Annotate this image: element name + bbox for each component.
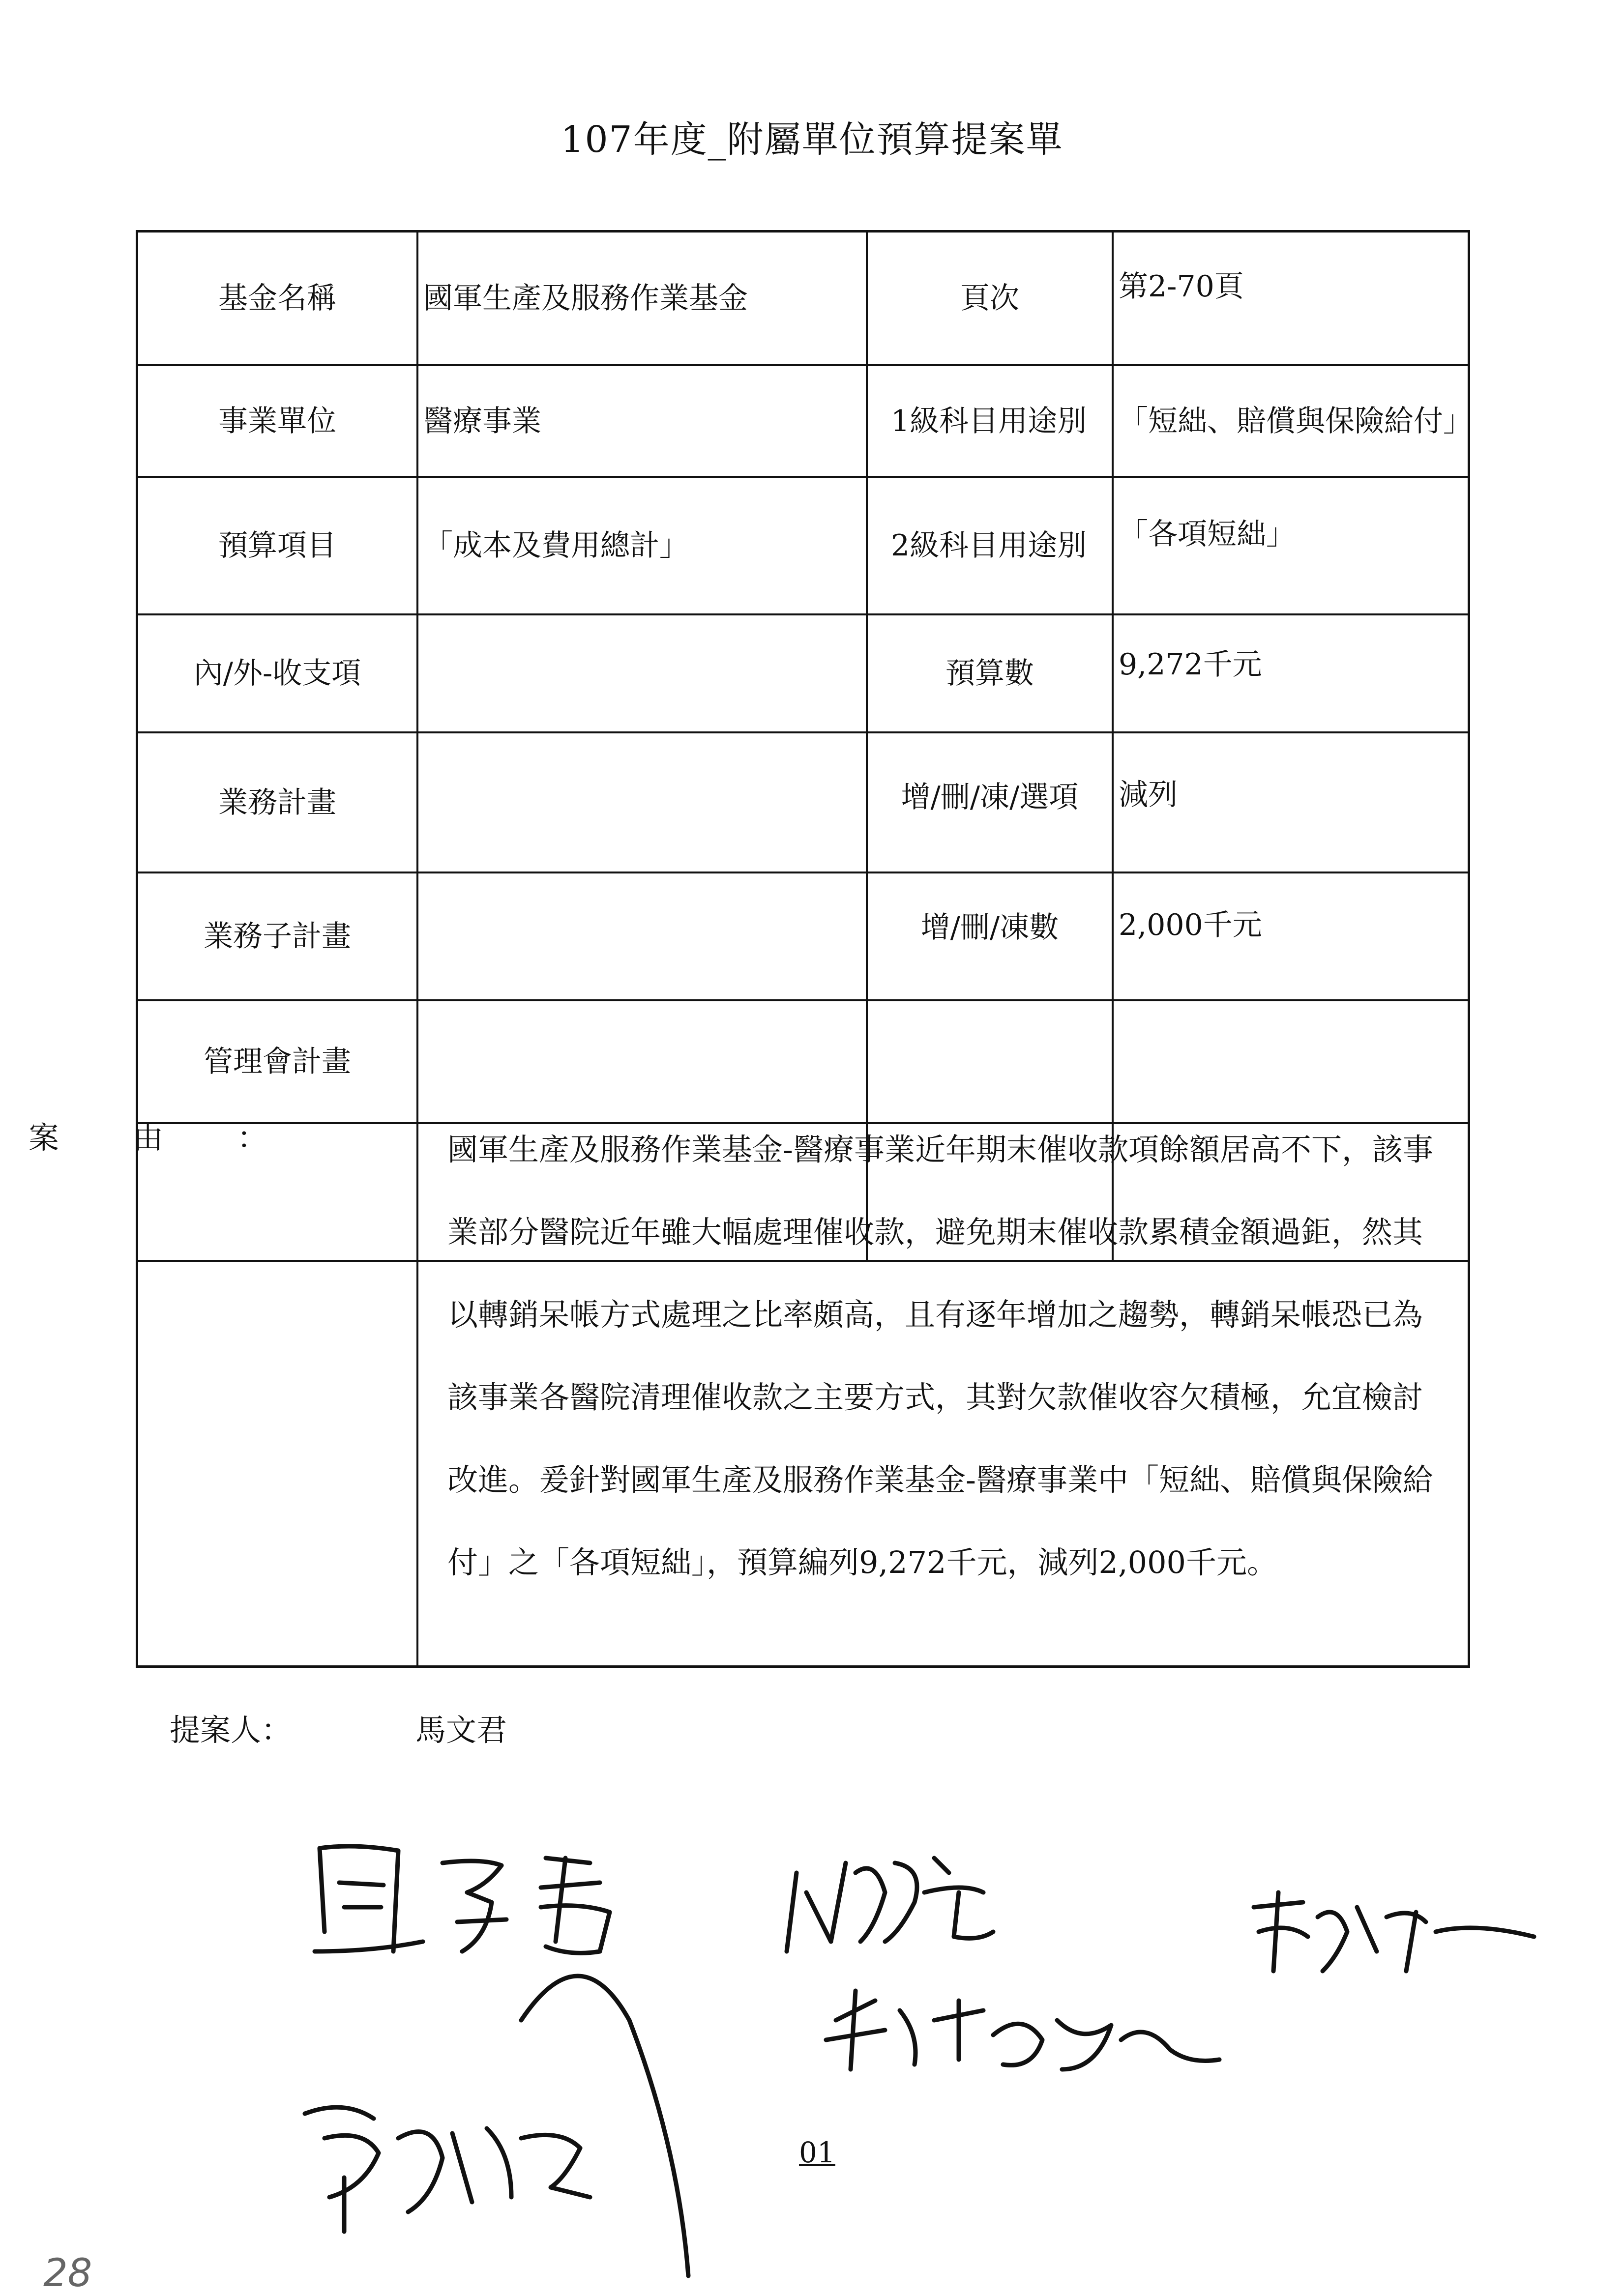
sub-plan-value	[418, 873, 866, 999]
management-plan-label: 管理會計畫	[204, 1045, 351, 1079]
proposer-label: 提案人：	[170, 1712, 292, 1748]
budget-item-value: 「成本及費用總計」	[423, 528, 689, 563]
signature-1	[315, 1846, 610, 1953]
page-number: 01	[799, 2136, 835, 2169]
fund-name-label: 基金名稱	[218, 281, 336, 316]
budget-amount-value: 9,272千元	[1119, 647, 1262, 682]
management-plan-value	[418, 1001, 866, 1122]
page-value: 第2-70頁	[1119, 269, 1244, 304]
proposer-name: 馬文君	[415, 1712, 507, 1748]
level1-subject-label: 1級科目用途別	[890, 404, 1087, 438]
margin-handwritten-number: 28	[43, 2251, 92, 2296]
action-option-label: 增/刪/凍/選項	[901, 780, 1079, 814]
income-expense-label: 內/外-收支項	[193, 656, 361, 691]
signature-3	[826, 1991, 1219, 2069]
business-unit-label: 事業單位	[218, 404, 336, 438]
income-expense-value	[418, 615, 866, 731]
action-amount-label: 增/刪/凍數	[920, 910, 1059, 945]
row7-label2	[868, 1001, 1112, 1122]
fund-name-value: 國軍生產及服務作業基金	[423, 281, 748, 316]
budget-item-label: 預算項目	[218, 528, 336, 563]
signature-2	[787, 1858, 993, 1951]
level2-subject-label: 2級科目用途別	[890, 528, 1087, 563]
level1-subject-value: 「短絀、賠償與保險給付」	[1119, 404, 1473, 438]
business-plan-label: 業務計畫	[218, 785, 336, 820]
reason-text: 國軍生產及服務作業基金-醫療事業近年期末催收款項餘額居高不下，該事業部分醫院近年雖大幅處理催收款，避免期末催收款累積金額過鉅，然其以轉銷呆帳方式處理之比率頗高，且有逐年增加之趨勢，轉銷呆帳恐已為該事業各醫院清理催收款之主要方式，其對欠款催收容欠積極，允宜檢討改進。爰針對國軍生產及服務作業基金-醫療事業中「短絀、賠償與保險給付」之「各項短絀」，預算編列9,272千元，減列2,000千元。	[447, 1132, 1433, 1580]
signature-5	[305, 1976, 688, 2276]
signature-4	[1254, 1892, 1534, 1971]
handwritten-signatures	[0, 1745, 1624, 2296]
action-amount-value: 2,000千元	[1119, 908, 1262, 942]
level2-subject-value: 「各項短絀」	[1119, 517, 1296, 552]
sub-plan-label: 業務子計畫	[204, 919, 351, 954]
business-plan-value	[418, 733, 866, 872]
business-unit-value: 醫療事業	[423, 404, 541, 438]
form-title: 107年度_附屬單位預算提案單	[561, 118, 1063, 161]
reason-label: 案由：	[29, 1120, 342, 1156]
budget-amount-label: 預算數	[945, 656, 1034, 691]
row7-value2	[1114, 1001, 1463, 1122]
page-label: 頁次	[960, 281, 1019, 316]
action-option-value: 減列	[1119, 778, 1178, 812]
